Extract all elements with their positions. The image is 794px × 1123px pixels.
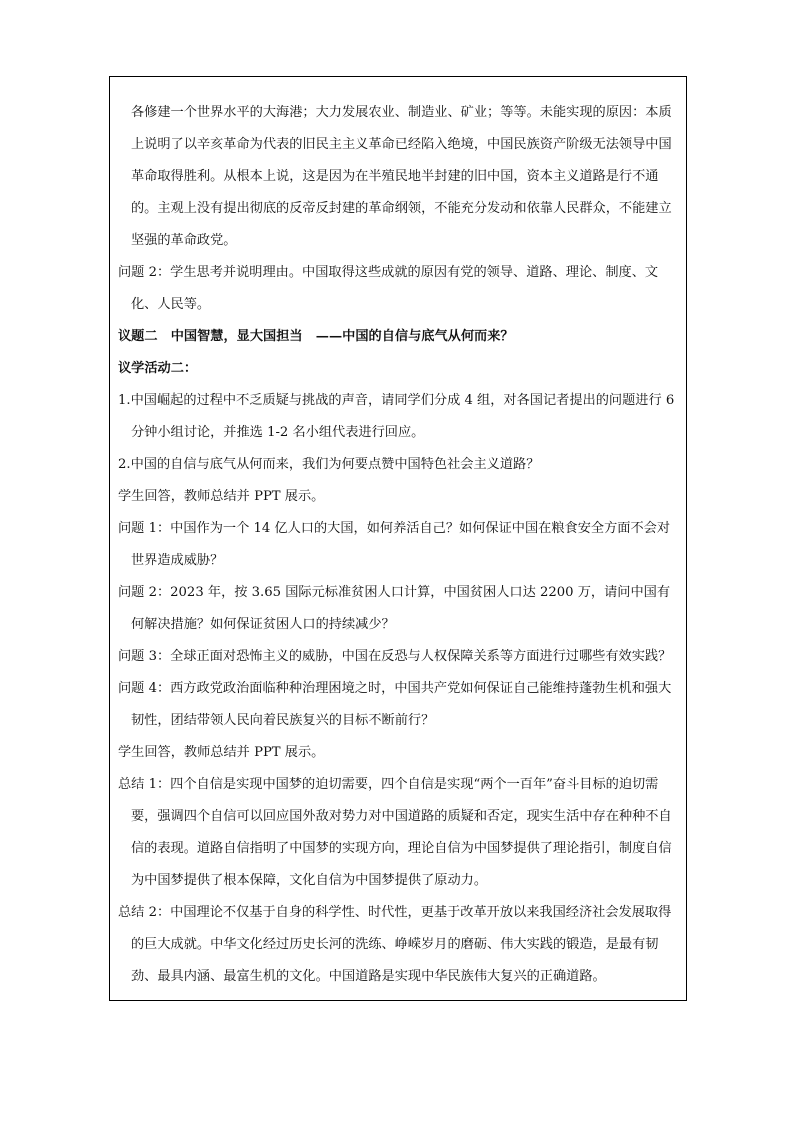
summary-1: 总结 1：四个自信是实现中国梦的迫切需要，四个自信是实现“两个一百年”奋斗目标的迫切需要，强调四个自信可以回应国外敌对势力对中国道路的质疑和否定，现实生活中存在种种不自信的表现。道路自信指明了中国梦的实现方向，理论自信为中国梦提供了理论指引，制度自信为中国梦提供了根本保障，文化自信为中国梦提供了原动力。 [118,777,672,888]
question-1: 问题 1：中国作为一个 14 亿人口的大国，如何养活自己？如何保证中国在粮食安全方面不会对世界造成威胁？ [118,521,671,568]
question-3: 问题 3：全球正面对恐怖主义的威胁，中国在反恐与人权保障关系等方面进行过哪些有效实践？ [118,649,672,664]
activity-item-2: 2.中国的自信与底气从何而来，我们为何要点赞中国特色社会主义道路？ [118,457,540,472]
paragraph-reasons: 各修建一个世界水平的大海港；大力发展农业、制造业、矿业；等等。未能实现的原因：本质上说明了以辛亥革命为代表的旧民主主义革命已经陷入绝境，中国民族资产阶级无法领导中国革命取得胜利。从根本上说，这是因为在半殖民地半封建的旧中国，资本主义道路是行不通的。主观上没有提出彻底的反帝反封建的革命纲领，不能充分发动和依靠人民群众，不能建立坚强的革命政党。 [131,105,672,248]
student-answer-line-2: 学生回答，教师总结并 PPT 展示。 [118,745,325,760]
content-table-cell [109,76,687,1001]
paragraph-question-2a: 问题 2：学生思考并说明理由。中国取得这些成就的原因有党的领导、道路、理论、制度、文化、人民等。 [118,265,659,312]
question-4: 问题 4：西方政党政治面临种种治理困境之时，中国共产党如何保证自己能维持蓬勃生机和强大韧性，团结带领人民向着民族复兴的目标不断前行？ [118,681,672,728]
lesson-text [118,97,678,993]
topic-two-heading: 议题二 中国智慧，显大国担当 ——中国的自信与底气从何而来？ [118,329,514,344]
question-2: 问题 2：2023 年，按 3.65 国际元标准贫困人口计算，中国贫困人口达 2200 万，请问中国有何解决措施？如何保证贫困人口的持续减少？ [118,585,671,632]
activity-item-1: 1.中国崛起的过程中不乏质疑与挑战的声音，请同学们分成 4 组，对各国记者提出的问题进行 6 分钟小组讨论，并推选 1-2 名小组代表进行回应。 [118,393,675,440]
student-answer-line-1: 学生回答，教师总结并 PPT 展示。 [118,489,325,504]
summary-2: 总结 2：中国理论不仅基于自身的科学性、时代性，更基于改革开放以来我国经济社会发展取得的巨大成就。中华文化经过历史长河的洗练、峥嵘岁月的磨砺、伟大实践的锻造，是最有韧劲、最具内涵、最富生机的文化。中国道路是实现中华民族伟大复兴的正确道路。 [118,905,672,984]
activity-two-heading: 议学活动二： [118,361,198,376]
